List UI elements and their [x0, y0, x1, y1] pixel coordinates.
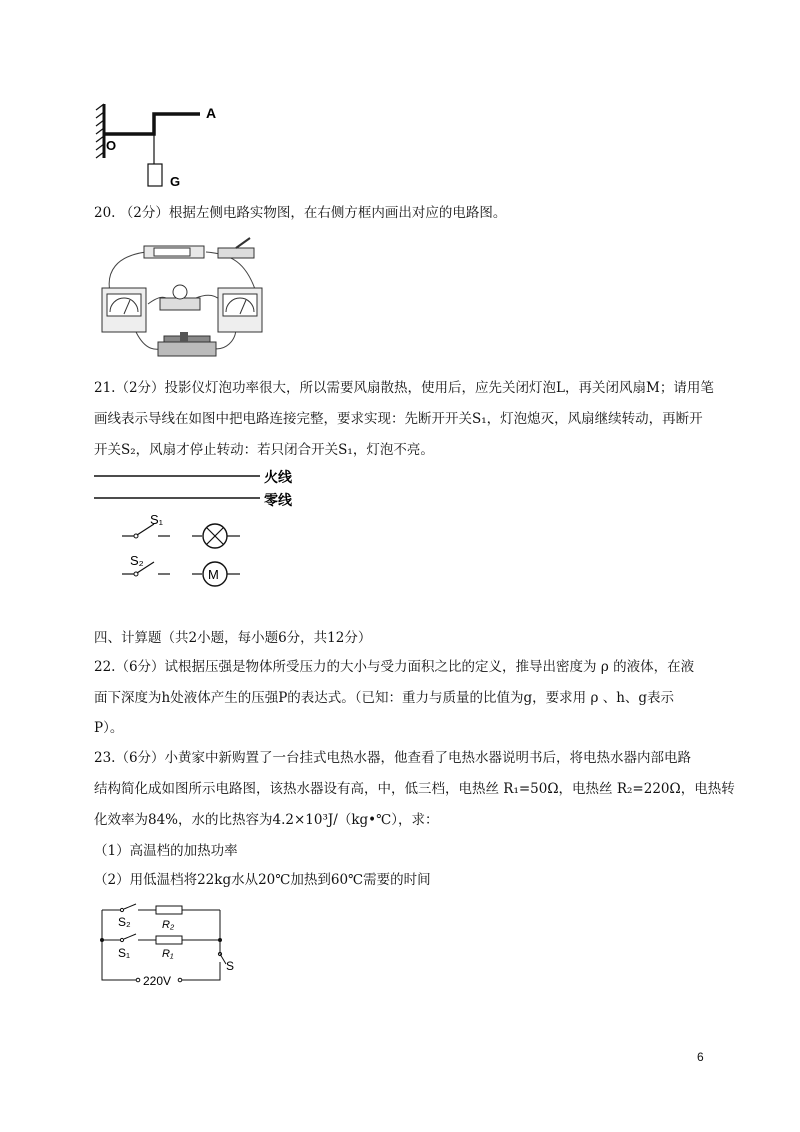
section4-title: 四、计算题（共2小题，每小题6分，共12分）	[94, 630, 372, 646]
heater-circuit-figure	[96, 902, 246, 994]
q21-line-2: 画线表示导线在如图中把电路连接完整，要求实现：先断开开关S₁，灯泡熄灭，风扇继续转动，再断开	[94, 411, 703, 427]
neutral-wire-label: 零线	[264, 492, 292, 508]
s1-label: S₁	[150, 512, 164, 527]
q20-text: 20. （2分）根据左侧电路实物图，在右侧方框内画出对应的电路图。	[94, 205, 507, 221]
q21-line-1: 21.（2分）投影仪灯泡功率很大，所以需要风扇散热，使用后，应先关闭灯泡L，再关闭风扇M；请用笔	[94, 380, 714, 396]
r1-label: R₁	[162, 948, 174, 960]
projector-circuit-figure	[94, 466, 314, 590]
r2-label: R₂	[162, 919, 175, 931]
s2-label: S₂	[130, 553, 144, 568]
voltage-label: 220V	[143, 974, 172, 988]
s-label: S	[226, 959, 235, 973]
s2-label: S₂	[118, 915, 131, 929]
q22-line-2: 面下深度为h处液体产生的压强P的表达式。（已知：重力与质量的比值为g，要求用 ρ 、h、g表示	[94, 690, 675, 706]
s1-label: S₁	[118, 946, 131, 960]
q23-line-3: 化效率为84%，水的比热容为4.2×10³J/（kg•℃），求：	[94, 812, 439, 828]
label-g: G	[170, 174, 181, 189]
live-wire-label: 火线	[264, 469, 292, 485]
label-o: O	[106, 138, 117, 153]
q21-line-3: 开关S₂，风扇才停止转动：若只闭合开关S₁，灯泡不亮。	[94, 442, 434, 458]
lever-figure	[92, 96, 232, 192]
q22-line-3: P）。	[94, 720, 124, 736]
label-a: A	[206, 105, 217, 121]
q23-sub-1: （1）高温档的加热功率	[94, 843, 238, 859]
q23-line-1: 23.（6分）小黄家中新购置了一台挂式电热水器，他查看了电热水器说明书后，将电热水器内部电路	[94, 750, 692, 766]
motor-label: M	[208, 567, 219, 582]
q23-sub-2: （2）用低温档将22kg水从20℃加热到60℃需要的时间	[94, 872, 431, 888]
q23-line-2: 结构简化成如图所示电路图，该热水器设有高，中，低三档，电热丝 R₁=50Ω，电热丝 R₂=220Ω，电热转	[94, 781, 735, 797]
q22-line-1: 22.（6分）试根据压强是物体所受压力的大小与受力面积之比的定义，推导出密度为 ρ 的液体，在液	[94, 659, 695, 675]
page-number: 6	[697, 1050, 704, 1064]
physical-circuit-figure	[96, 232, 268, 368]
